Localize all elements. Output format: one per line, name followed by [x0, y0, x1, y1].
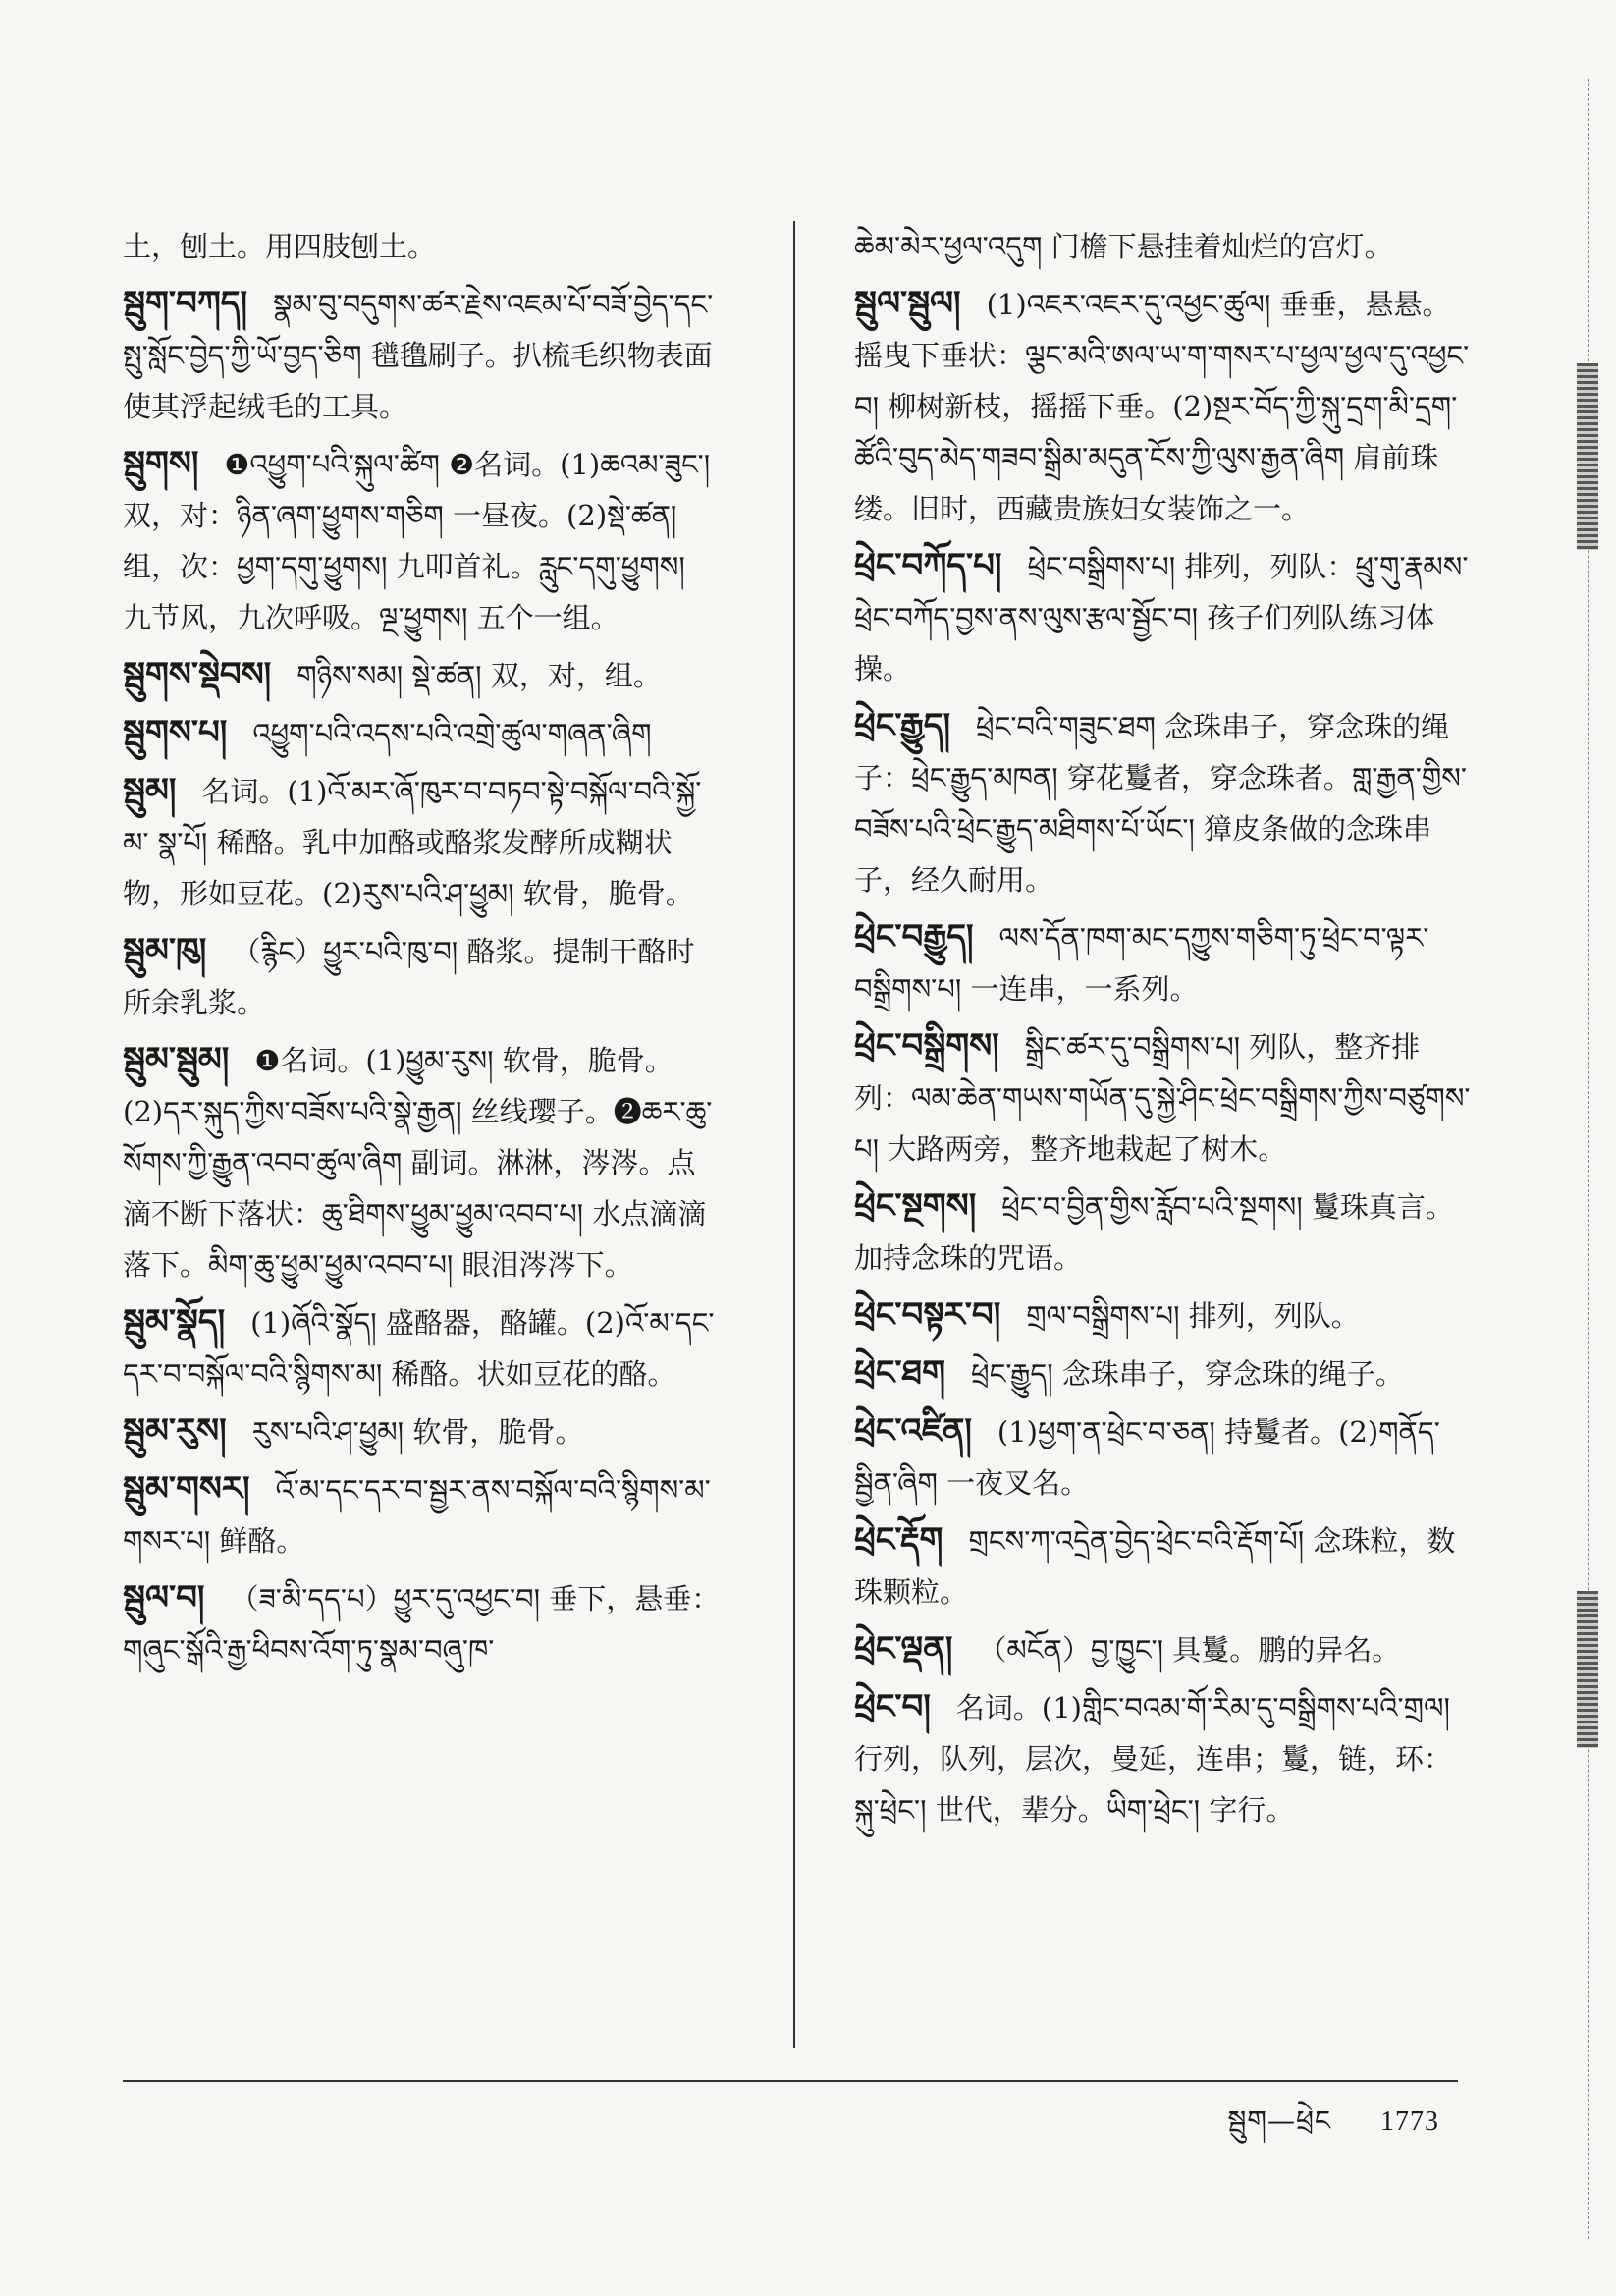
dictionary-entry	[123, 1405, 722, 1457]
entry-definition: འོ་མ་དང་དར་བ་སྦྱར་ནས་བསྐོལ་བའི་སྙིགས་མ་གསར་པ། 鲜酪。	[123, 1473, 711, 1558]
entry-definition: གྲལ་བསྒྲིགས་པ། 排列，列队。	[1026, 1299, 1360, 1333]
dictionary-entry	[123, 1463, 722, 1566]
entry-headword: ཕྲེང་བརྒྱུད།	[854, 917, 974, 957]
page-footer	[1227, 2090, 1439, 2167]
entry-definition: （ཟ་མི་དད་པ）ཕྱུར་དུ་འཕྱང་བ། 垂下，悬垂：གཞུང་སྒོའི་རྒྱ་ཕིབས་འོག་ཏུ་སྣམ་བཞུ་ཁ་	[123, 1582, 721, 1667]
entry-definition: སྒྲིང་ཚར་དུ་བསྒྲིགས་པ། 列队，整齐排列：ལམ་ཆེན་གཡས་གཡོན་དུ་སྐྱེ་ཤིང་ཕྲེང་བསྒྲིགས་ཀྱིས་བཙུགས་པ། 大路两旁，整齐地栽起了树木。	[854, 1030, 1471, 1166]
entry-headword: སྦུམ་གསར།	[123, 1469, 250, 1508]
entry-headword: ཕྲེང་རྒྱུད།	[854, 706, 951, 745]
entry-definition: སྣམ་བུ་བདུགས་ཚར་རྗེས་འཇམ་པོ་བཟོ་བྱེད་དང་སྤུ་སློང་བྱེད་ཀྱི་ཡོ་བྱད་ཅིག 氆氇刷子。扒梳毛织物表面使其浮起绒毛的工具。	[123, 288, 714, 423]
footer-range: སྦུག—ཕྲེང	[1227, 2105, 1332, 2137]
entry-headword: སྦུལ་སྦུལ།	[854, 284, 961, 323]
page-number: 1773	[1380, 2106, 1439, 2137]
dictionary-entry	[123, 1572, 722, 1675]
dictionary-entry	[854, 221, 1473, 272]
right-column	[854, 221, 1473, 1841]
dictionary-entry	[123, 765, 722, 919]
entry-definition: 名词。(1)གླིང་བའམ་གོ་རིམ་དུ་བསྒྲིགས་པའི་གྲལ། 行列，队列，层次，曼延，连串；鬘，链，环：སྐུ་ཕྲེང་། 世代，辈分。ཡིག་ཕྲེང་། 字行。	[854, 1691, 1453, 1827]
entry-definition: ཕྲེང་བའི་གཟུང་ཐག 念珠串子，穿念珠的绳子：ཕྲེང་རྒྱུད་མཁན། 穿花鬘者，穿念珠者。གླ་རྒྱན་གྱིས་བཟོས་པའི་ཕྲེང་རྒྱུད་མཐིགས་པོ་ཡོང་། 獐皮条做的念珠串子，经久耐用。	[854, 710, 1467, 897]
entry-definition: (1)ཕྱག་ན་ཕྲེང་བ་ཅན། 持鬘者。(2)གནོད་སྦྱིན་ཞིག 一夜叉名。	[854, 1415, 1440, 1500]
entry-headword: སྦུམ་སྦུམ།	[123, 1040, 230, 1079]
entry-headword: སྦུམ་ཁུ།	[123, 931, 207, 970]
entry-headword: སྦུགས་སྡེབས།	[123, 655, 272, 694]
dictionary-entry	[854, 911, 1473, 1014]
dictionary-entry	[123, 1034, 722, 1290]
dictionary-entry	[854, 1289, 1473, 1341]
dictionary-entry	[854, 1623, 1473, 1675]
entry-headword: ཕྲེང་བསྟར་བ།	[854, 1295, 1001, 1335]
dictionary-entry	[854, 1681, 1473, 1835]
entry-headword: སྦུགས།	[123, 444, 199, 483]
entry-headword: སྦུལ་བ།	[123, 1578, 205, 1617]
entry-headword: སྦུག་བཀད།	[123, 284, 247, 323]
entry-definition: རུས་པའི་ཤ་ཕྱུམ། 软骨，脆骨。	[251, 1415, 584, 1449]
entry-definition: ཕྲེང་བ་བྱིན་གྱིས་རློབ་པའི་སྔགས། 鬘珠真言。加持念珠的咒语。	[854, 1190, 1454, 1275]
entry-definition: ཕྲེང་བསྒྲིགས་པ། 排列，列队：ཕྲུ་གུ་རྣམས་ཕྲེང་བཀོད་བྱས་ནས་ལུས་རྩལ་སྦྱོང་བ། 孩子们列队练习体操。	[854, 550, 1469, 685]
dictionary-entry	[123, 278, 722, 432]
entry-headword: ཕྲེང་འཛིན།	[854, 1411, 972, 1450]
entry-definition: ❶འཕྱུག་པའི་སྐུལ་ཚིག ❷名词。(1)ཆའམ་ཟུང་། 双，对：ཉིན་ཞག་ཕྱུགས་གཅིག 一昼夜。(2)སྡེ་ཚན། 组，次：ཕྱག་དགུ་ཕྱུགས། 九叩首礼。རླུང་དགུ་ཕྱུགས། 九节风，九次呼吸。ལྔ་ཕྱུགས། 五个一组。	[123, 448, 711, 634]
dictionary-entry	[123, 925, 722, 1028]
entry-definition: （མངོན）བྱ་ཁྱུང་། 具鬘。鹏的异名。	[978, 1633, 1401, 1667]
dictionary-entry	[123, 438, 722, 643]
entry-headword: སྦུམ།	[123, 771, 177, 810]
entry-definition: འཕྱུག་པའི་འདས་པའི་འགྲེ་ཚུལ་གཞན་ཞིག	[252, 717, 652, 750]
dictionary-entry	[854, 1180, 1473, 1284]
entry-headword: སྦུམ་རུས།	[123, 1411, 227, 1450]
entry-definition: ལས་དོན་ཁག་མང་དཀྱུས་གཅིག་ཏུ་ཕྲེང་བ་ལྟར་བསྒྲིགས་པ། 一连串，一系列。	[854, 921, 1429, 1006]
dictionary-entry	[123, 649, 722, 701]
entry-headword: ཕྲེང་རྡོག	[854, 1520, 943, 1559]
dictionary-entry	[123, 1296, 722, 1399]
dictionary-entry	[854, 1405, 1473, 1508]
dictionary-entry	[854, 1020, 1473, 1175]
dictionary-entry	[854, 278, 1473, 534]
entry-headword: ཕྲེང་སྔགས།	[854, 1186, 977, 1226]
entry-definition: (1)ཞོའི་སྣོད། 盛酪器，酪罐。(2)འོ་མ་དང་དར་བ་བསྐོལ་བའི་སྙིགས་མ། 稀酪。状如豆花的酪。	[123, 1306, 715, 1391]
entry-definition: ཆེམ་མེར་ཕྱལ་འདུག 门檐下悬挂着灿烂的宫灯。	[854, 230, 1393, 263]
left-column	[123, 221, 722, 1681]
entry-definition: ❶名词。(1)ཕྱུམ་རུས། 软骨，脆骨。(2)དར་སྐུད་ཀྱིས་བཟོས་པའི་སྣེ་རྒྱན། 丝线璎子。❷ཆར་ཆུ་སོགས་ཀྱི་རྒྱུན་འབབ་ཚུལ་ཞིག 副词。淋淋，涔涔。点滴不断下落状：ཆུ་ཐིགས་ཕྱུམ་ཕྱུམ་འབབ་པ། 水点滴滴落下。མིག་ཆུ་ཕྱུམ་ཕྱུམ་འབབ་པ། 眼泪涔涔下。	[123, 1044, 713, 1282]
scan-edge-block	[1577, 363, 1598, 550]
entry-headword: སྦུགས་པ།	[123, 713, 228, 752]
column-divider	[793, 221, 795, 2048]
dictionary-entry	[123, 707, 722, 759]
dictionary-entry	[854, 700, 1473, 905]
entry-headword: ཕྲེང་བ།	[854, 1687, 931, 1726]
dictionary-entry	[854, 1347, 1473, 1399]
entry-headword: ཕྲེང་ཐག	[854, 1353, 946, 1393]
scan-edge-block	[1577, 1591, 1598, 1748]
entry-definition: གཉིས་སམ། སྡེ་ཚན། 双，对，组。	[296, 659, 662, 692]
dictionary-entry	[854, 540, 1473, 694]
footer-rule	[123, 2080, 1458, 2082]
entry-definition: ཕྲེང་རྒྱུད། 念珠串子，穿念珠的绳子。	[971, 1357, 1404, 1391]
entry-headword: ཕྲེང་བསྒྲིགས།	[854, 1026, 999, 1066]
entry-definition: (1)འཇར་འཇར་དུ་འཕྱང་ཚུལ། 垂垂，悬悬。摇曳下垂状：ལྕང་མའི་ཨལ་ཡ་ག་གསར་པ་ཕྱལ་ཕྱལ་དུ་འཕྱང་བ། 柳树新枝，摇摇下垂。(2)སྔར་བོད་ཀྱི་སྐུ་དྲག་མི་དྲག་ཚོའི་བུད་མེད་གཟབ་སྒྲིམ་མདུན་ངོས་ཀྱི་ལུས་རྒྱན་ཞིག 肩前珠缕。旧时，西藏贵族妇女装饰之一。	[854, 288, 1470, 525]
entry-headword: ཕྲེང་ལྡན།	[854, 1629, 953, 1668]
entry-definition: 土，刨土。用四肢刨土。	[123, 230, 437, 263]
entry-headword: སྦུམ་སྣོད།	[123, 1302, 226, 1341]
entry-definition: （རྙིང）ཕྱུར་པའི་ཁུ་བ། 酪浆。提制干酪时所余乳浆。	[123, 935, 695, 1019]
entry-definition: གྲངས་ཀ་འདྲེན་བྱེད་ཕྲེང་བའི་རྡོག་པོ། 念珠粒，数珠颗粒。	[854, 1524, 1456, 1609]
dictionary-entry	[123, 221, 722, 272]
dictionary-entry	[854, 1514, 1473, 1617]
entry-headword: ཕྲེང་བཀོད་པ།	[854, 546, 1002, 585]
entry-definition: 名词。(1)འོ་མར་ཞོ་ཁུར་བ་བཏབ་སྟེ་བསྐོལ་བའི་སྐྱོ་མ་ སྣ་པོ། 稀酪。乳中加酪或酪浆发酵所成糊状物，形如豆花。(2)རུས་པའི་ཤ་ཕྱུམ། 软骨，脆骨。	[123, 775, 702, 910]
